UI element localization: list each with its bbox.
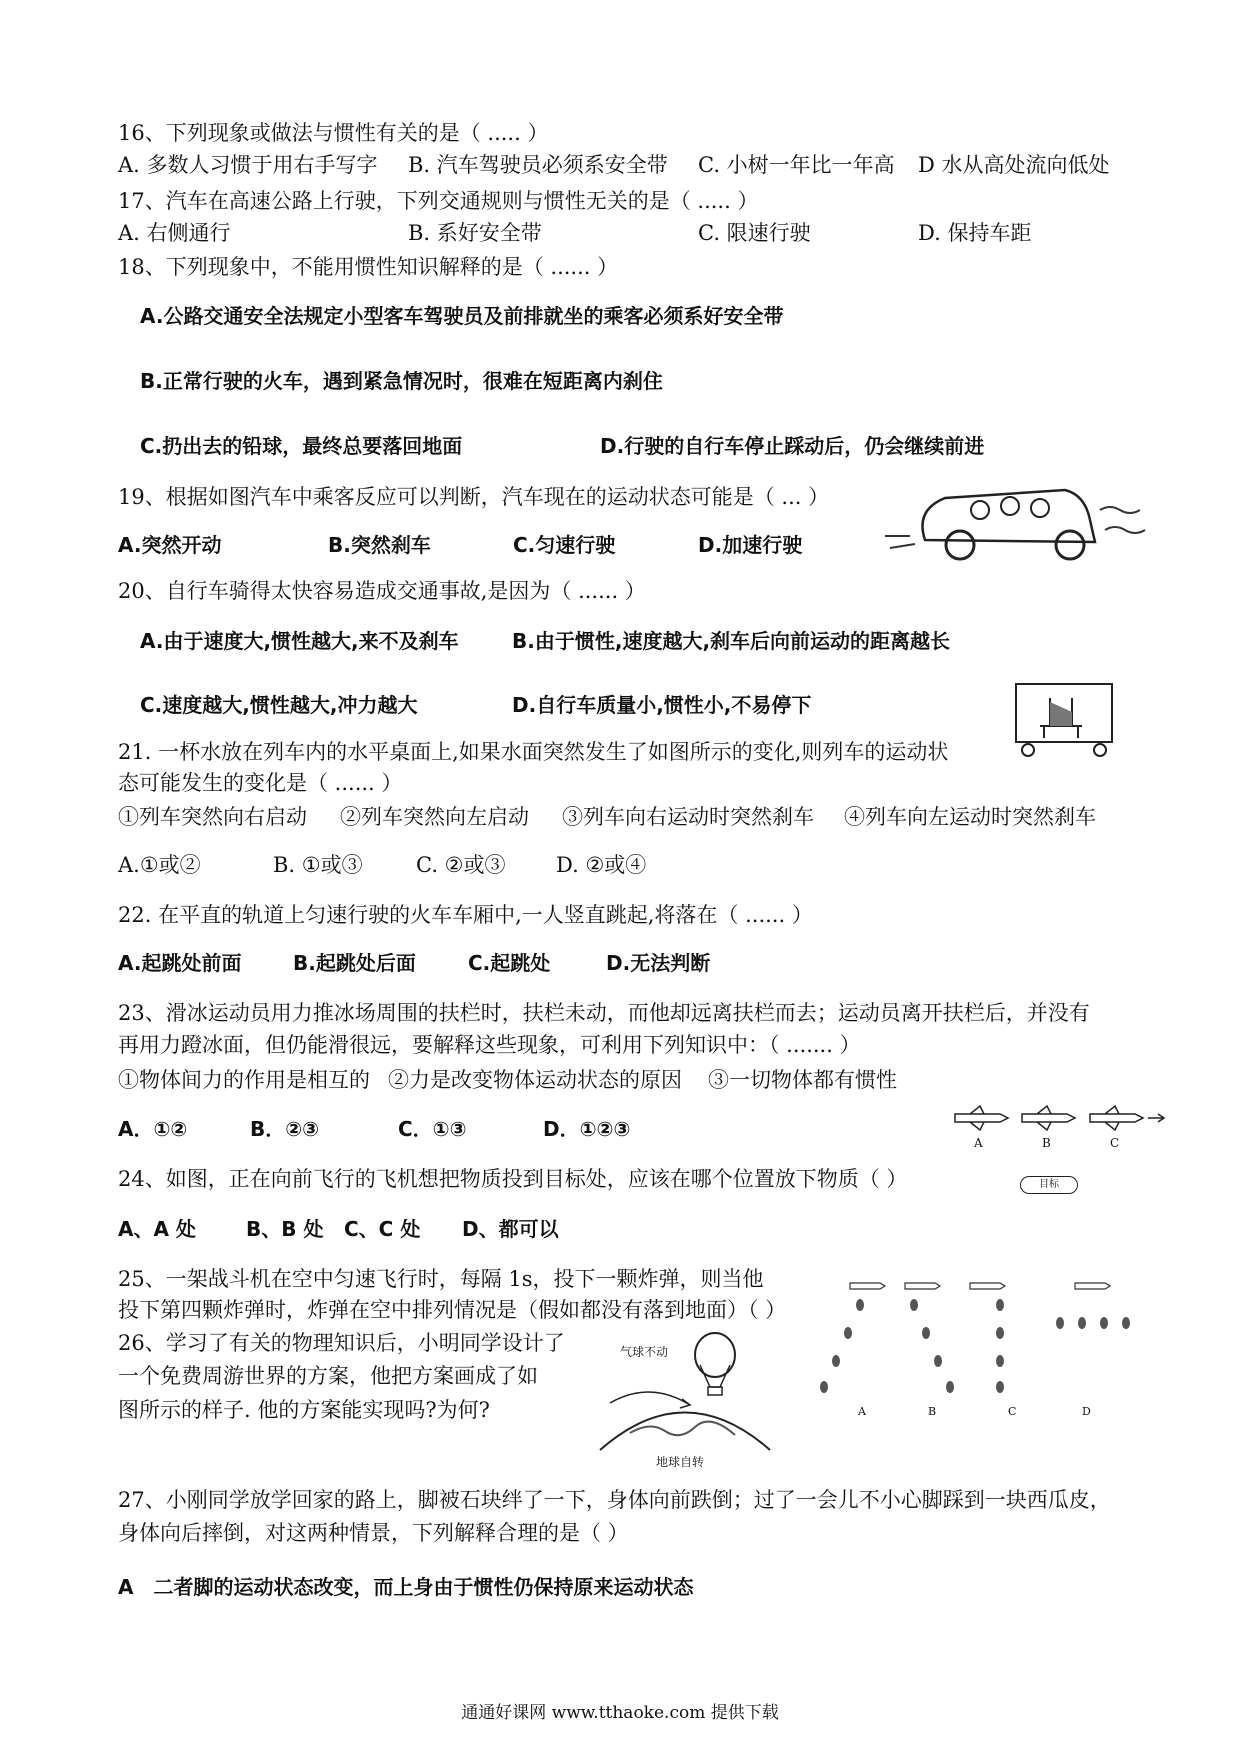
q23-option-c: C．①③ [398,1117,467,1141]
q26-stem-line1: 26、学习了有关的物理知识后，小明同学设计了 [118,1331,565,1355]
earth-rotation-label: 地球自转 [656,1455,705,1469]
q23-stem-line1: 23、滑冰运动员用力推冰场周围的扶栏时，扶栏未动，而他却远离扶栏而去；运动员离开扶栏后，并没有 [118,1001,1090,1025]
train-cup-figure [1010,680,1120,760]
q18-stem: 18、下列现象中，不能用惯性知识解释的是（ ...... ） [118,255,619,279]
q22-stem: 22. 在平直的轨道上匀速行驶的火车车厢中,一人竖直跳起,将落在（ ...... ） [118,903,813,927]
q23-stem-line2: 再用力蹬冰面，但仍能滑很远，要解释这些现象，可利用下列知识中：（ ....... ） [118,1033,861,1057]
q19-option-a: A.突然开动 [118,533,222,557]
q17-option-c: C. 限速行驶 [698,221,811,245]
q18-option-b: B.正常行驶的火车，遇到紧急情况时，很难在短距离内刹住 [140,369,663,393]
q18-options-cd [140,431,984,461]
balloon-label: 气球不动 [620,1345,669,1359]
target-label: 目标 [1020,1176,1078,1194]
q16-option-d: D 水从高处流向低处 [918,153,1110,177]
fig24-label-c: C [1110,1136,1120,1150]
q26-stem-line3: 图所示的样子. 他的方案能实现吗?为何? [118,1398,490,1422]
fig24-label-a: A [974,1136,983,1150]
bomb-arrangement-figure [810,1275,1140,1425]
balloon-earth-drawing [590,1325,780,1470]
q18-option-c: C.扔出去的铅球，最终总要落回地面 [140,434,463,458]
q22-option-d: D.无法判断 [606,951,711,975]
q21-item-2: ②列车突然向左启动 [340,805,529,829]
plane-icons [950,1100,1170,1140]
q20-option-b: B.由于惯性,速度越大,刹车后向前运动的距离越长 [512,629,951,653]
q20-option-a: A.由于速度大,惯性越大,来不及刹车 [140,629,459,653]
q24-option-a: A、A 处 [118,1217,196,1241]
q22-option-c: C.起跳处 [468,951,551,975]
q16-stem: 16、下列现象或做法与惯性有关的是（ ..... ） [118,121,549,145]
q24-option-b: B、B 处 [246,1217,324,1241]
q21-option-b: B. ①或③ [273,853,363,877]
q21-stem-line2: 态可能发生的变化是（ ...... ） [118,771,403,795]
q23-options [118,1114,630,1144]
fig25-label-a: A [858,1405,866,1418]
q23-items [118,1065,897,1095]
q19-option-b: B.突然刹车 [328,533,431,557]
q20-options-ab [140,626,950,656]
q24-option-c: C、C 处 [344,1217,421,1241]
fig25-label-b: B [928,1405,937,1418]
q16-option-a: A. 多数人习惯于用右手写字 [118,153,378,177]
q16-option-b: B. 汽车驾驶员必须系安全带 [408,153,668,177]
q20-stem: 20、自行车骑得太快容易造成交通事故,是因为（ ...... ） [118,579,646,603]
q17-option-a: A. 右侧通行 [118,221,231,245]
q26-stem-line2: 一个免费周游世界的方案，他把方案画成了如 [118,1364,538,1388]
q21-option-c: C. ②或③ [416,853,506,877]
q19-option-c: C.匀速行驶 [513,533,616,557]
q27-stem-line2: 身体向后摔倒，对这两种情景，下列解释合理的是（ ） [118,1521,629,1545]
q24-options [118,1214,559,1244]
q24-option-d: D、都可以 [462,1217,559,1241]
fig24-label-b: B [1042,1136,1051,1150]
q17-option-d: D. 保持车距 [918,221,1032,245]
q23-item-2: ②力是改变物体运动状态的原因 [388,1068,682,1092]
q16-options [118,150,1110,180]
q16-option-c: C. 小树一年比一年高 [698,153,895,177]
balloon-earth-figure [590,1325,780,1470]
q20-option-d: D.自行车质量小,惯性小,不易停下 [512,693,812,717]
q20-option-c: C.速度越大,惯性越大,冲力越大 [140,693,418,717]
q24-stem: 24、如图，正在向前飞行的飞机想把物质投到目标处，应该在哪个位置放下物质（ ） [118,1167,908,1191]
q17-options [118,218,1031,248]
q21-option-d: D. ②或④ [556,853,647,877]
car-passengers-figure [885,470,1155,570]
q21-options [118,850,646,880]
q21-item-3: ③列车向右运动时突然刹车 [562,805,814,829]
q19-stem: 19、根据如图汽车中乘客反应可以判断，汽车现在的运动状态可能是（ ... ） [118,485,830,509]
q18-option-d: D.行驶的自行车停止踩动后，仍会继续前进 [600,434,985,458]
bomb-drawings [810,1275,1140,1405]
q23-option-a: A．①② [118,1117,188,1141]
q20-options-cd [140,690,811,720]
q17-option-b: B. 系好安全带 [408,221,542,245]
q25-stem-line2: 投下第四颗炸弹时，炸弹在空中排列情况是（假如都没有落到地面）（ ） [118,1298,787,1322]
q23-option-d: D．①②③ [543,1117,631,1141]
q19-options [118,530,802,560]
q23-item-3: ③一切物体都有惯性 [708,1068,897,1092]
q21-item-1: ①列车突然向右启动 [118,805,307,829]
fig25-label-d: D [1082,1405,1091,1418]
q22-option-b: B.起跳处后面 [293,951,416,975]
q18-option-a: A.公路交通安全法规定小型客车驾驶员及前排就坐的乘客必须系好安全带 [140,304,784,328]
q17-stem: 17、汽车在高速公路上行驶，下列交通规则与惯性无关的是（ ..... ） [118,189,759,213]
q21-item-4: ④列车向左运动时突然刹车 [844,805,1096,829]
q22-options [118,948,710,978]
q23-item-1: ①物体间力的作用是相互的 [118,1068,370,1092]
q21-option-a: A.①或② [118,853,201,877]
q27-stem-line1: 27、小刚同学放学回家的路上，脚被石块绊了一下，身体向前跌倒；过了一会儿不小心脚踩到一块西瓜皮， [118,1488,1111,1512]
fig25-label-c: C [1008,1405,1017,1418]
q23-option-b: B．②③ [250,1117,320,1141]
q21-stem-line1: 21. 一杯水放在列车内的水平桌面上,如果水面突然发生了如图所示的变化,则列车的运动状 [118,740,949,764]
q21-items [118,802,1096,832]
q25-stem-line1: 25、一架战斗机在空中匀速飞行时，每隔 1s，投下一颗炸弹，则当他 [118,1267,764,1291]
plane-drop-figure [950,1100,1170,1200]
footer-source: 通通好课网 www.tthaoke.com 提供下载 [461,1703,779,1723]
q27-option-a: A 二者脚的运动状态改变，而上身由于惯性仍保持原来运动状态 [118,1575,694,1599]
q19-option-d: D.加速行驶 [698,533,803,557]
q22-option-a: A.起跳处前面 [118,951,242,975]
